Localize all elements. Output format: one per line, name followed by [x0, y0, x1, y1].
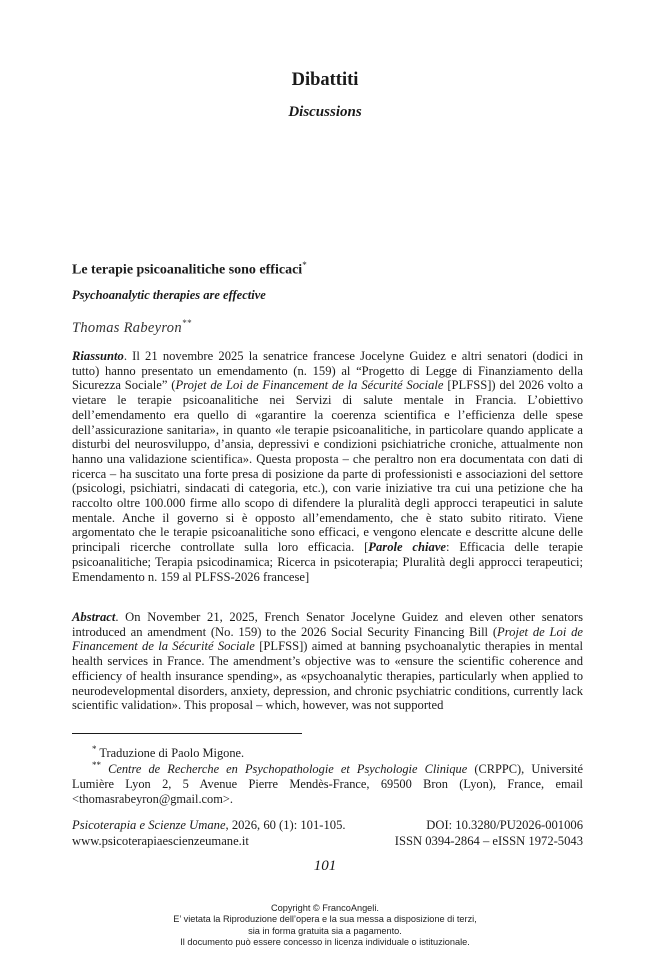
issn: ISSN 0394-2864 – eISSN 1972-5043: [394, 834, 583, 848]
article-title: [72, 260, 592, 279]
section-subtitle: Discussions: [288, 104, 362, 120]
copyright-line-3: sia in forma gratuita sia a pagamento.: [248, 925, 402, 936]
journal-website-row: [72, 834, 583, 849]
copyright-notice: [0, 903, 650, 948]
section-title: Dibattiti: [291, 70, 359, 90]
doi: DOI: 10.3280/PU2026-001006: [426, 818, 583, 832]
footnote-1-text: Traduzione di Paolo Migone.: [96, 746, 245, 761]
article-title-text: Le terapie psicoanalitiche sono efficaci: [72, 262, 303, 278]
riassunto-paragraph: [72, 349, 583, 584]
abstract-text-1: . On November 21, 2025, French Senator Jocelyne Guidez and eleven other senators introduced an amendment (No. 159) to the 2026 Social Security Financing Bill (: [72, 610, 583, 639]
journal-citation: [72, 818, 346, 833]
footnote-affiliation: [72, 758, 583, 807]
riassunto-italic-title: Projet de Loi de Financement de la Sécurité Sociale: [175, 378, 444, 393]
author-footnote-mark: **: [181, 318, 192, 328]
abstract-label: Abstract: [72, 610, 116, 624]
keywords-text: : Efficacia delle terapie psicoanalitiche; Terapia psicodinamica; Ricerca in psicoterapia; Pluralità degli approcci terapeutici; Emendamento n. 159 al PLFSS-2026 francese]: [72, 540, 583, 584]
footnote-1-mark: *: [92, 744, 97, 754]
journal-name: Psicoterapia e Scienze Umane: [72, 818, 226, 832]
author-name-text: Thomas Rabeyron: [72, 319, 182, 336]
article-subtitle: Psychoanalytic therapies are effective: [72, 288, 266, 302]
abstract-paragraph: [72, 610, 583, 713]
copyright-line-2: E’ vietata la Riproduzione dell’opera e la sua messa a disposizione di terzi,: [173, 914, 477, 925]
copyright-line-1: Copyright © FrancoAngeli.: [271, 903, 379, 913]
journal-volume: , 2026, 60 (1): 101-105.: [225, 818, 346, 832]
footnote-2-institution: Centre de Recherche en Psychopathologie et Psychologie Clinique: [101, 762, 468, 777]
abstract-italic-title: Projet de Loi de Financement de la Sécurité Sociale: [72, 624, 583, 654]
abstract-text-2: [PLFSS]) aimed at banning psychoanalytic therapies in mental health services in France. The amendment’s objective was to «ensure the scientific coherence and efficiency of health insurance spending», as «psychoanalytic therapies, particularly when applied to neurodevelopmental disorders, anxiety, depression, and chronic psychiatric conditions, currently lack scientific validation». This proposal – which, however, was not supported: [72, 639, 583, 713]
riassunto-text-2: [PLFSS]) del 2026 volto a vietare le terapie psicoanalitiche nei Servizi di salute mentale in Francia. L’obiettivo dell’emendamento era quello di «garantire la coerenza scientifica e l’efficienza delle spese dell’assicurazione sanitaria», in quanto «le terapie psicoanalitiche, in particolare quando applicate a disturbi del neurosviluppo, d’ansia, depressivi e condizioni psichiatriche croniche, attualmente non hanno una validazione scientifica». Questa proposta – che peraltro non era documentata con dati di ricerca – ha suscitato una forte presa di posizione da parte di professionisti e associazioni del settore (psicologi, psichiatri, sindacati di categoria, etc.), con varie iniziative tra cui una petizione che ha raccolto oltre 100.000 firme allo scopo di difendere la pluralità degli approcci terapeutici in salute mentale. Anche il governo si è opposto all’emendamento, che è stato subito ritirato. Viene argomentato che le terapie psicoanalitiche sono efficaci, e vengono elencate e descritte alcune delle principali ricerche controllate sulla loro efficacia. [: [72, 378, 583, 555]
footnote-2-text: (CRPPC), Université Lumière Lyon 2, 5 Avenue Pierre Mendès-France, 69500 Bron (Lyon), France, email <thomasrabeyron@gmail.com>.: [72, 762, 583, 807]
article-title-footnote-mark: *: [302, 260, 307, 270]
footnote-divider: [72, 733, 302, 734]
journal-citation-row: [72, 818, 583, 833]
keywords-label: Parole chiave: [368, 540, 446, 555]
footnote-2-mark: **: [92, 760, 101, 770]
riassunto-label: Riassunto: [72, 349, 124, 363]
journal-website: www.psicoterapiaescienzeumane.it: [72, 834, 249, 848]
author-name: [72, 318, 592, 337]
copyright-line-4: Il documento può essere concesso in licenza individuale o istituzionale.: [180, 936, 470, 947]
page-number: 101: [313, 858, 337, 874]
riassunto-text-1: . Il 21 novembre 2025 la senatrice francese Jocelyne Guidez e altri senatori (dodici in tutto) hanno presentato un emendamento (n. 159) al “Progetto di Legge di Finanziamento della Sicurezza Sociale” (: [72, 349, 583, 393]
